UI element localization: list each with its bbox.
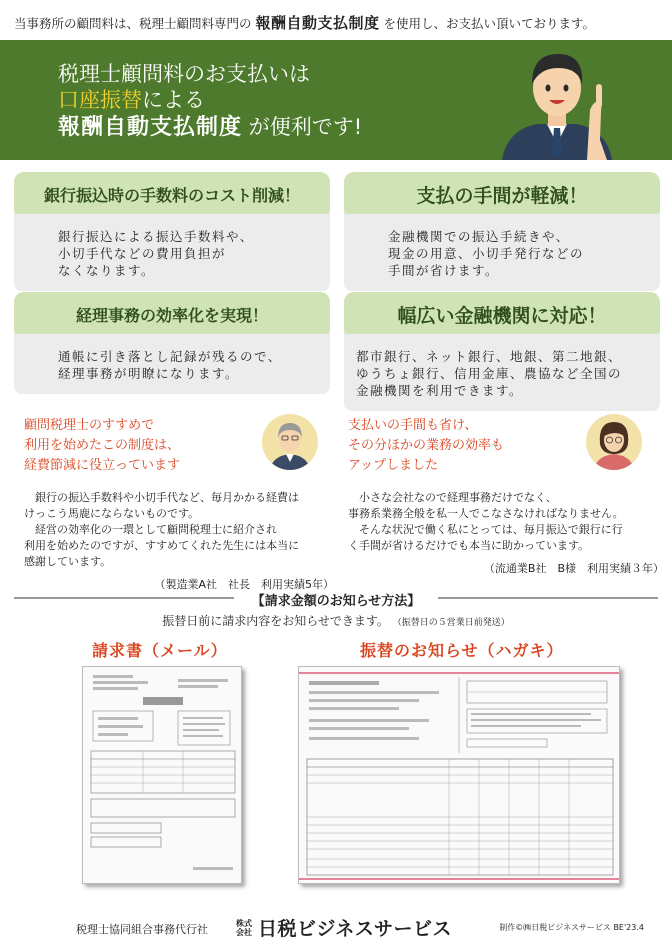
feature-body: 都市銀行、ネット銀行、地銀、第二地銀、 ゆうちょ銀行、信用金庫、農協など全国の 金融機関を利用できます。	[344, 334, 660, 411]
intro-before: 当事務所の顧問料は、税理士顧問料専門の	[14, 16, 252, 31]
feature-less-effort	[344, 172, 660, 291]
testimonial-quote: 支払いの手間も省け、 その分ほかの業務の効率も アップしました	[348, 418, 505, 473]
hero-line3-rest: が便利です!	[248, 115, 363, 139]
intro-after: を使用し、お支払い頂いております。	[383, 16, 596, 31]
president-avatar	[262, 414, 318, 470]
feature-cost-reduction	[14, 172, 330, 291]
postcard-title: 振替のお知らせ（ハガキ）	[360, 641, 564, 660]
hero-banner	[0, 40, 672, 160]
hero-line3	[58, 110, 362, 141]
logo-name: 日税ビジネスサービス	[258, 918, 453, 940]
hero-line2-rest: による	[142, 88, 205, 112]
intro-emphasis: 報酬自動支払制度	[255, 14, 380, 32]
notice-sub-note: （振替日の５営業日前発送）	[392, 618, 510, 628]
company-logo	[236, 914, 452, 941]
feature-body: 通帳に引き落とし記録が残るので、 経理事務が明瞭になります。	[14, 334, 330, 394]
feature-title: 支払の手間が軽減！	[344, 172, 660, 220]
footer-credit: 制作©㈱日税ビジネスサービス BE'23.4	[499, 923, 644, 932]
hero-line1: 税理士顧問料のお支払いは	[58, 62, 310, 86]
testimonial-body: 小さな会社なので経理事務だけでなく、 事務系業務全般を私一人でこなさなければなりません。 そんな状況で働く私にとっては、毎月振込で銀行に行 く手間が省けるだけでも本当に助かっています。	[348, 491, 624, 552]
businessman-illustration	[482, 40, 632, 160]
email-invoice-image	[82, 666, 242, 884]
email-invoice-title: 請求書（メール）	[92, 641, 228, 660]
staff-avatar	[586, 414, 642, 470]
notice-subtext	[0, 612, 672, 629]
notice-sub-main: 振替日前に請求内容をお知らせできます。	[162, 614, 389, 628]
feature-body: 銀行振込による振込手数料や、 小切手代などの費用負担が なくなります。	[14, 214, 330, 291]
feature-body: 金融機関での振込手続きや、 現金の用意、小切手発行などの 手間が省けます。	[344, 214, 660, 291]
intro-line	[14, 12, 664, 35]
feature-efficiency	[14, 292, 330, 394]
testimonial-quote: 顧問税理士のすすめで 利用を始めたこの制度は、 経費節減に役立っています	[24, 418, 181, 473]
footer-cooperative: 税理士協同組合事務代行社	[76, 923, 208, 936]
testimonial-body: 銀行の振込手数料や小切手代など、毎月かかる経費は けっこう馬鹿にならないものです。 経営の効率化の一環として顧問税理士に紹介され 利用を始めたのですが、すすめてくれた先生には本当に 感謝しています。	[24, 491, 300, 568]
feature-banks	[344, 292, 660, 411]
feature-title: 経理事務の効率化を実現！	[14, 292, 330, 340]
hero-system-name: 報酬自動支払制度	[58, 115, 243, 140]
postcard-image	[298, 666, 620, 884]
feature-title: 幅広い金融機関に対応！	[344, 292, 660, 340]
feature-title: 銀行振込時の手数料のコスト削減！	[14, 172, 330, 220]
testimonial-signature: （流通業B社 B様 利用実績３年）	[483, 562, 664, 575]
hero-highlight: 口座振替	[58, 88, 142, 112]
logo-prefix: 株式 会社	[236, 918, 252, 937]
testimonial-signature: （製造業A社 社長 利用実績5年）	[154, 578, 334, 591]
notice-heading: 【請求金額のお知らせ方法】	[251, 594, 421, 609]
